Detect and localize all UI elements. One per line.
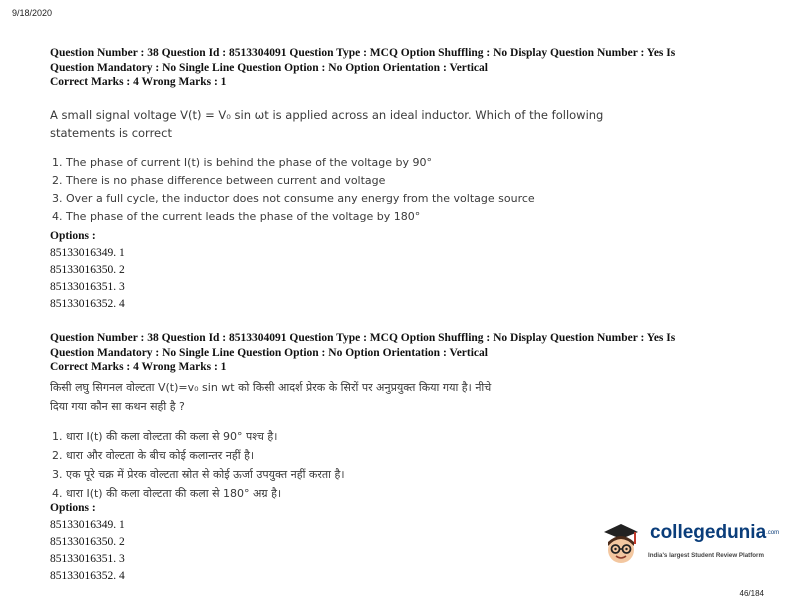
brand-tagline: India's largest Student Review Platform: [648, 552, 764, 559]
choice-item: 1. धारा I(t) की कला वोल्टता की कला से 90° पश्च है।: [52, 430, 278, 443]
choice-item: 2. धारा और वोल्टता के बीच कोई कलान्तर नहीं है।: [52, 449, 255, 462]
page-number: 46/184: [739, 589, 764, 598]
option-id: 85133016350. 2: [50, 536, 125, 548]
option-id: 85133016351. 3: [50, 281, 125, 293]
question-meta-line: Question Number : 38 Question Id : 8513304091 Question Type : MCQ Option Shuffling : No Display Question Number : Yes Is: [50, 47, 676, 59]
question-meta-line: Question Mandatory : No Single Line Question Option : No Option Orientation : Vertical: [50, 61, 488, 74]
question-text-line: statements is correct: [50, 126, 172, 140]
brand-name: collegedunia.com: [650, 522, 780, 543]
choice-item: 3. एक पूरे चक्र में प्रेरक वोल्टता स्रोत से कोई ऊर्जा उपयुक्त नहीं करता है।: [52, 468, 345, 481]
choice-list: [52, 154, 535, 226]
question-text: [50, 378, 590, 416]
choice-list: [52, 427, 345, 503]
choice-item: 1. The phase of current I(t) is behind the phase of the voltage by 90°: [52, 156, 433, 169]
choice-item: 3. Over a full cycle, the inductor does not consume any energy from the voltage source: [52, 192, 535, 205]
question-meta-line: Question Mandatory : No Single Line Question Option : No Option Orientation : Vertical: [50, 346, 488, 359]
options-header: Options :: [50, 230, 96, 242]
graduate-mascot-icon: [598, 518, 644, 568]
option-id: 85133016352. 4: [50, 298, 125, 310]
question-meta: [50, 331, 750, 375]
print-date: 9/18/2020: [12, 8, 53, 18]
option-id: 85133016349. 1: [50, 247, 125, 259]
question-text: [50, 106, 610, 142]
question-meta-line: Question Number : 38 Question Id : 8513304091 Question Type : MCQ Option Shuffling : No Display Question Number : Yes Is: [50, 332, 676, 344]
options-header: Options :: [50, 502, 96, 514]
options-block: [50, 500, 125, 585]
question-meta: [50, 46, 750, 90]
choice-item: 4. The phase of the current leads the phase of the voltage by 180°: [52, 210, 421, 223]
option-id: 85133016351. 3: [50, 553, 125, 565]
choice-item: 2. There is no phase difference between current and voltage: [52, 174, 386, 187]
question-marks: Correct Marks : 4 Wrong Marks : 1: [50, 76, 227, 88]
option-id: 85133016352. 4: [50, 570, 125, 582]
question-text-line: दिया गया कौन सा कथन सही है ?: [50, 400, 185, 413]
option-id: 85133016350. 2: [50, 264, 125, 276]
question-text-line: A small signal voltage V(t) = V₀ sin ωt is applied across an ideal inductor. Which of the following: [50, 108, 604, 122]
options-block: [50, 228, 125, 313]
choice-item: 4. धारा I(t) की कला वोल्टता की कला से 180° अग्र है।: [52, 487, 282, 500]
option-id: 85133016349. 1: [50, 519, 125, 531]
collegedunia-logo: [598, 518, 780, 572]
question-text-line: किसी लघु सिगनल वोल्टता V(t)=v₀ sin wt को किसी आदर्श प्रेरक के सिरों पर अनुप्रयुक्त किया गया है। नीचे: [50, 381, 492, 394]
question-marks: Correct Marks : 4 Wrong Marks : 1: [50, 361, 227, 373]
